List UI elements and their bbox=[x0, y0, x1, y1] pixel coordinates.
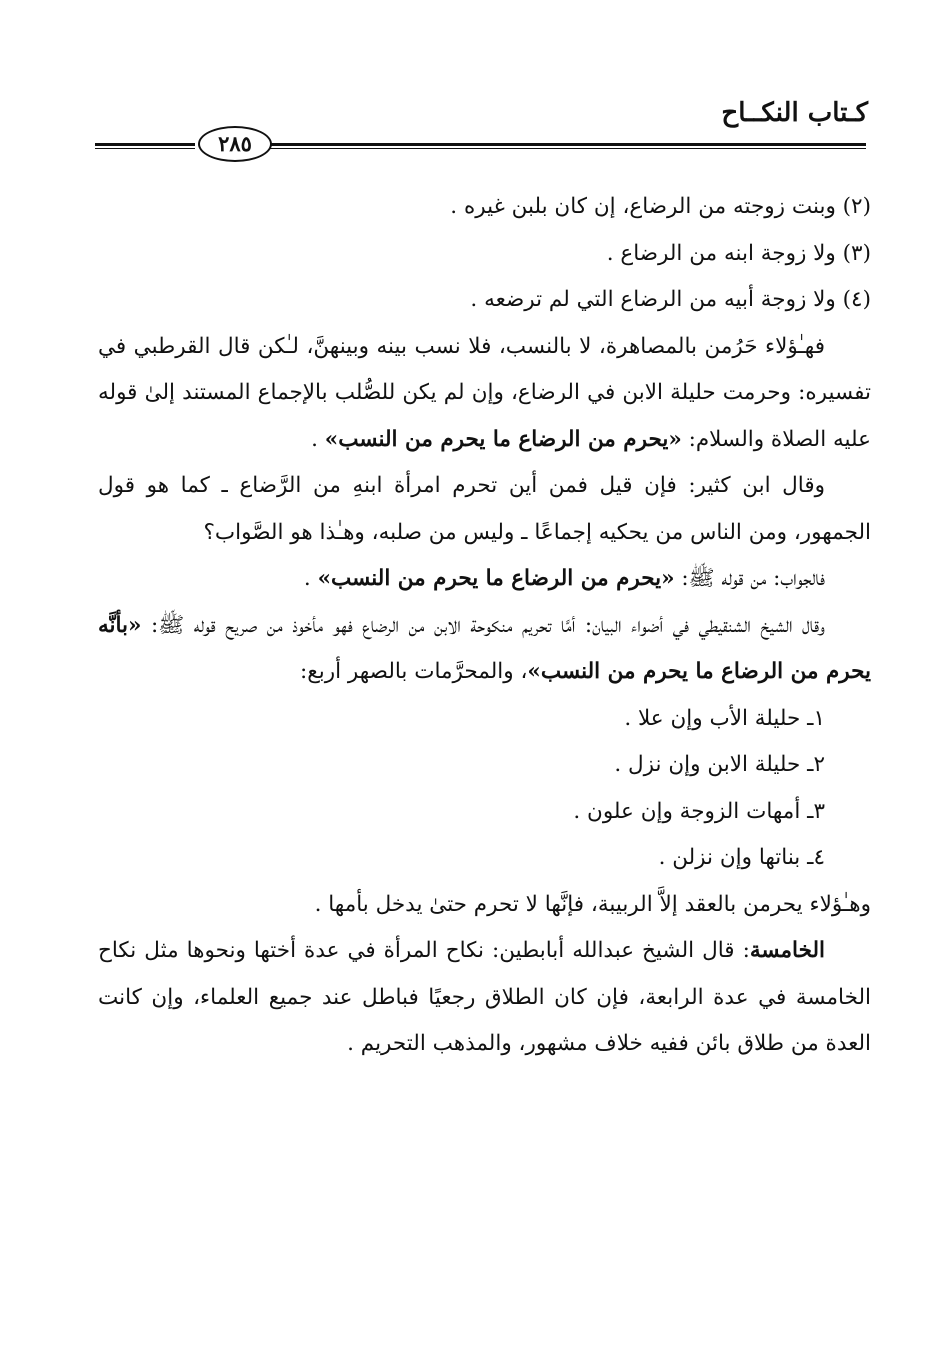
paragraph-p8 bbox=[98, 696, 871, 743]
paragraph-p10 bbox=[98, 789, 871, 836]
header-rule-left bbox=[95, 143, 195, 149]
text-segment: فهـٰؤلاء حَرُمن بالمصاهرة، لا بالنسب، فلا نسب بينه وبينهنَّ، لـٰكن قال القرطبي في تفسيره: وحرمت حليلة الابن في الرضاع، وإن لم يكن للصُّلب بالإجماع المستند إلىٰ قوله عليه الصلاة والسلام: bbox=[98, 333, 871, 452]
paragraph-p11 bbox=[98, 835, 871, 882]
paragraph-p1 bbox=[98, 184, 871, 231]
text-segment: : قال الشيخ عبدالله أبابطين: نكاح المرأة في عدة أختها ونحوها مثل نكاح الخامسة في عدة الرابعة، فإن كان الطلاق رجعيًا فباطل عند جميع العلماء، وإن كانت العدة من طلاق بائن ففيه خلاف مشهور، والمذهب التحريم . bbox=[98, 938, 871, 1056]
text-segment: ، والمحرَّمات بالصهر أربع: bbox=[300, 659, 528, 684]
header-rule-right bbox=[270, 143, 866, 149]
text-segment: وقال الشيخ الشنقيطي في أضواء البيان: أمَّا تحريم منكوحة الابن من الرضاع فهو مأخوذ من صريح قوله ﷺ: bbox=[141, 612, 825, 638]
paragraph-p3 bbox=[98, 277, 871, 324]
text-segment: ٣ـ أمهات الزوجة وإن علون . bbox=[573, 798, 825, 824]
bold-quote: «بأنَّه يحرم من الرضاع ما يحرم من النسب» bbox=[98, 612, 871, 684]
text-segment: وهـٰؤلاء يحرمن بالعقد إلاَّ الربيبة، فإنَّها لا تحرم حتىٰ يدخل بأمها . bbox=[314, 891, 871, 917]
paragraph-p2 bbox=[98, 231, 871, 278]
text-segment: (٢) وبنت زوجته من الرضاع، إن كان بلبن غيره . bbox=[450, 194, 871, 219]
text-segment: ٤ـ بناتها وإن نزلن . bbox=[658, 845, 825, 870]
bold-quote: «يحرم من الرضاع ما يحرم من النسب» bbox=[324, 426, 682, 452]
body-text bbox=[98, 184, 871, 1068]
bold-quote: «يحرم من الرضاع ما يحرم من النسب» bbox=[317, 566, 675, 591]
text-segment: . bbox=[303, 566, 318, 591]
paragraph-p5 bbox=[98, 463, 871, 556]
text-segment: وقال ابن كثير: فإن قيل فمن أين تحرم امرأة ابنهِ من الرَّضاع ـ كما هو قول الجمهور، ومن الناس من يحكيه إجماعًا ـ وليس من صلبه، وهـٰذا هو الصَّواب؟ bbox=[98, 473, 871, 545]
paragraph-p4 bbox=[98, 324, 871, 464]
text-segment: . bbox=[311, 426, 325, 452]
paragraph-p7 bbox=[98, 603, 871, 696]
text-segment: (٤) ولا زوجة أبيه من الرضاع التي لم ترضعه . bbox=[470, 287, 871, 312]
bold-quote: الخامسة bbox=[749, 938, 825, 963]
page-number: ٢٨٥ bbox=[198, 126, 272, 162]
text-segment: فالجواب: من قوله ﷺ: bbox=[674, 566, 825, 591]
text-segment: (٣) ولا زوجة ابنه من الرضاع . bbox=[606, 240, 871, 266]
running-header-title: كـتاب النكــاح bbox=[721, 98, 868, 128]
text-segment: ١ـ حليلة الأب وإن علا . bbox=[624, 705, 825, 731]
paragraph-p6 bbox=[98, 556, 871, 603]
text-segment: ٢ـ حليلة الابن وإن نزل . bbox=[614, 752, 825, 777]
paragraph-p12 bbox=[98, 882, 871, 929]
paragraph-p9 bbox=[98, 742, 871, 789]
paragraph-p13 bbox=[98, 928, 871, 1068]
